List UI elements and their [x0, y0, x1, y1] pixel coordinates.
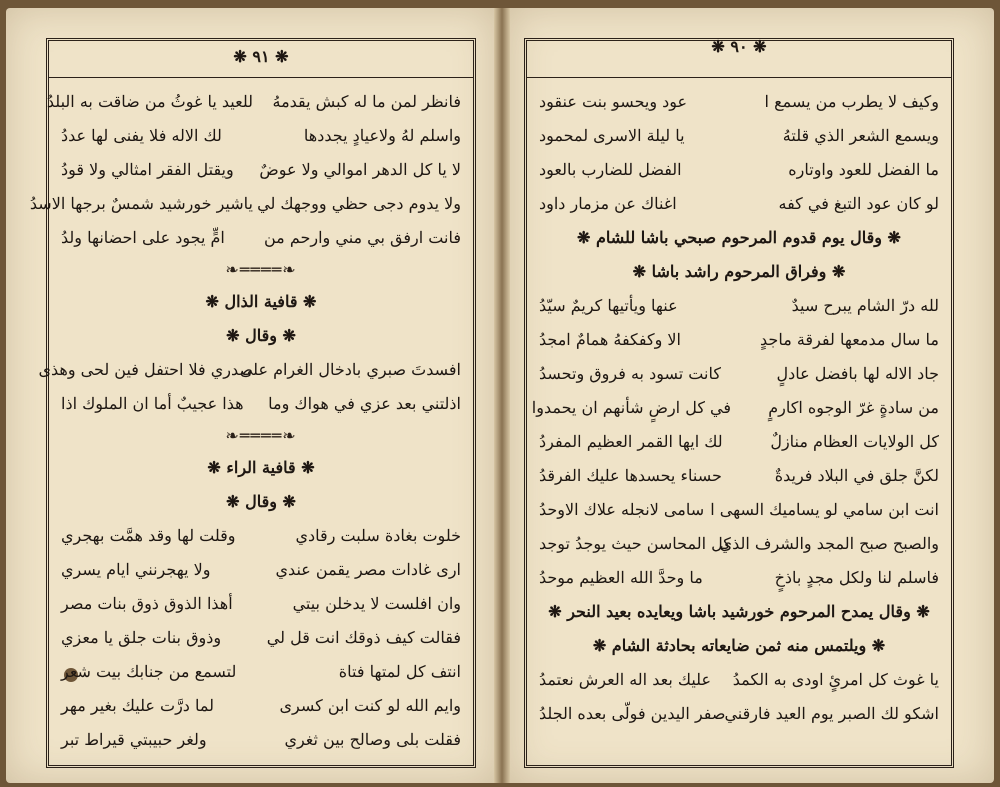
- heading-text: ويلتمس منه ثمن ضايعاته بحادثة الشام: [611, 636, 867, 655]
- verse-second-hemistich: أهذا الذوق ذوق بنات مصر: [61, 594, 233, 613]
- verse-couplet: [539, 153, 939, 187]
- verse-first-hemistich: جاد الاله لها بافضل عادلٍ: [776, 364, 939, 383]
- section-heading: ❋ قافية الراء ❋: [207, 458, 315, 477]
- verse-first-hemistich: وان افلست لا يدخلن بيتي: [292, 594, 461, 613]
- verse-couplet: [61, 221, 461, 255]
- verse-couplet: [531, 391, 939, 425]
- verse-second-hemistich: ما وحدَّ الله العظيم موحدُ: [539, 568, 703, 587]
- verse-second-hemistich: صفر اليدين فولّى بعده الجلدُ: [539, 704, 726, 723]
- section-heading: ❋ ويلتمس منه ثمن ضايعاته بحادثة الشام ❋: [592, 636, 886, 655]
- right-page-text: [531, 85, 939, 757]
- verse-first-hemistich: لو كان عود التبغ في كفه: [778, 194, 939, 213]
- verse-second-hemistich: الا وكفكفهُ همامٌ امجدُ: [539, 330, 681, 349]
- verse-first-hemistich: من سادةٍ غرّ الوجوه اكارمٍ: [768, 398, 939, 417]
- left-page-text: [29, 85, 461, 757]
- header-rule: [49, 77, 473, 78]
- verse-couplet: [61, 553, 461, 587]
- right-page-frame: [524, 38, 954, 768]
- verse-couplet: [539, 561, 939, 595]
- verse-first-hemistich: خلوت بغادة سلبت رقادي: [295, 526, 461, 545]
- verse-first-hemistich: فانت ارفق بي مني وارحم من: [264, 228, 461, 247]
- verse-first-hemistich: ولا يدوم دجى حظي ووجهك لي: [257, 194, 461, 213]
- page-number: ❋ ٩٠ ❋: [711, 37, 767, 56]
- verse-couplet: [539, 357, 939, 391]
- verse-first-hemistich: يا غوث كل امرئٍ اودى به الكمدُ: [732, 670, 939, 689]
- verse-couplet: [61, 153, 461, 187]
- verse-first-hemistich: وايم الله لو كنت ابن كسرى: [279, 696, 461, 715]
- verse-couplet: [61, 119, 461, 153]
- verse-couplet: [38, 353, 461, 387]
- verse-first-hemistich: كل الولايات العظام منازلٌ: [770, 432, 939, 451]
- verse-couplet: [61, 689, 461, 723]
- verse-second-hemistich: يا ليلة الاسرى لمحمود: [539, 126, 685, 145]
- verse-second-hemistich: وقلت لها وقد همَّت بهجري: [61, 526, 236, 545]
- header-rule: [527, 77, 951, 78]
- verse-second-hemistich: ويقتل الفقر امثالي ولا قودُ: [61, 160, 234, 179]
- verse-second-hemistich: وذوق بنات جلق يا معزي: [61, 628, 222, 647]
- section-heading: ❋ وقال ❋: [226, 492, 296, 511]
- verse-second-hemistich: لك الاله فلا يفنى لها عددُ: [61, 126, 222, 145]
- verse-first-hemistich: ما الفضل للعود واوتاره: [788, 160, 939, 179]
- verse-second-hemistich: ياشير خورشيد شمسٌ برجها الاسدُ: [29, 194, 253, 213]
- verse-first-hemistich: لكنَّ جلق في البلاد فريدةٌ: [774, 466, 939, 485]
- heading-text: وقال يوم قدوم المرحوم صبحي باشا للشام: [596, 228, 882, 247]
- verse-second-hemistich: في كل ارضٍ شأنهم ان يحمدوا: [531, 398, 731, 417]
- verse-first-hemistich: لا يا كل الدهر اموالي ولا عوضٌ: [259, 160, 461, 179]
- verse-couplet: [539, 85, 939, 119]
- verse-couplet: [46, 85, 461, 119]
- verse-first-hemistich: فقالت كيف ذوقك انت قل لي: [266, 628, 461, 647]
- verse-second-hemistich: لما درَّت عليك بغير مهر: [61, 696, 215, 715]
- verse-second-hemistich: للعيد يا غوثُ من ضاقت به البلدُ: [46, 92, 253, 111]
- verse-second-hemistich: عليك بعد اله العرش نعتمدُ: [539, 670, 712, 689]
- verse-second-hemistich: صدري فلا احتفل فين لحى وهذى: [38, 360, 253, 379]
- verse-couplet: [61, 655, 461, 689]
- heading-text: وقال: [245, 326, 277, 345]
- verse-second-hemistich: عنها ويأتيها كريمٌ سيّدُ: [539, 296, 678, 315]
- verse-second-hemistich: كانت تسود به فروق وتحسدُ: [539, 364, 721, 383]
- verse-second-hemistich: سامى لانجله علاك الاوحدُ: [539, 500, 705, 519]
- ornamental-divider: ❧════❧: [225, 426, 297, 445]
- verse-couplet: [539, 663, 939, 697]
- verse-second-hemistich: لتسمع من جنابك بيت شعر: [61, 662, 237, 681]
- verse-couplet: [61, 723, 461, 757]
- section-heading: ❋ قافية الذال ❋: [205, 292, 317, 311]
- verse-couplet: [539, 119, 939, 153]
- verse-second-hemistich: حسناء يحسدها عليك الفرقدُ: [539, 466, 722, 485]
- page-number: ❋ ٩١ ❋: [233, 47, 289, 66]
- verse-second-hemistich: هذا عجيبٌ أما ان الملوك اذا: [61, 394, 244, 413]
- heading-text: وقال: [245, 492, 277, 511]
- verse-first-hemistich: اشكو لك الصبر يوم العيد فارقني: [724, 704, 939, 723]
- verse-couplet: [61, 519, 461, 553]
- verse-couplet: [539, 425, 939, 459]
- verse-couplet: [29, 187, 461, 221]
- ornamental-divider: ❧════❧: [225, 260, 297, 279]
- verse-couplet: [539, 493, 939, 527]
- verse-couplet: [61, 387, 461, 421]
- verse-second-hemistich: عود ويحسو بنت عنقود: [539, 92, 688, 111]
- verse-couplet: [539, 289, 939, 323]
- verse-couplet: [539, 459, 939, 493]
- verse-first-hemistich: ويسمع الشعر الذي قلتهُ: [782, 126, 939, 145]
- verse-first-hemistich: واسلم لهُ ولاعيادٍ يجددها: [303, 126, 461, 145]
- verse-first-hemistich: فانظر لمن ما له كبش يقدمهُ: [272, 92, 461, 111]
- verse-couplet: [539, 527, 939, 561]
- verse-second-hemistich: لك ايها القمر العظيم المفردُ: [539, 432, 723, 451]
- verse-first-hemistich: والصبح صبح المجد والشرف الذي: [719, 534, 939, 553]
- heading-text: قافية الراء: [226, 458, 296, 477]
- verse-first-hemistich: وكيف لا يطرب من يسمع ا: [764, 92, 939, 111]
- heading-text: وفراق المرحوم راشد باشا: [651, 262, 827, 281]
- verse-first-hemistich: انت ابن سامي لو يساميك السهى ا: [710, 500, 939, 519]
- verse-first-hemistich: لله درّ الشام يبرح سيدٌ: [791, 296, 939, 315]
- verse-first-hemistich: اذلتني بعد عزي في هواك وما: [268, 394, 461, 413]
- left-page: [6, 8, 494, 783]
- heading-text: وقال يمدح المرحوم خورشيد باشا ويعايده بعيد النحر: [567, 602, 911, 621]
- verse-second-hemistich: ولا يهجرنني ايام يسري: [61, 560, 211, 579]
- verse-first-hemistich: انتف كل لمتها فتاة: [338, 662, 461, 681]
- verse-second-hemistich: ولغر حبيبتي قيراط تبر: [61, 730, 207, 749]
- section-heading: ❋ وقال يوم قدوم المرحوم صبحي باشا للشام ❋: [577, 228, 901, 247]
- book-gutter: [494, 8, 510, 783]
- verse-second-hemistich: اغناك عن مزمار داود: [539, 194, 677, 213]
- verse-second-hemistich: كل المحاسن حيث يوجدُ توجد: [539, 534, 731, 553]
- section-heading: ❋ وقال ❋: [226, 326, 296, 345]
- section-heading: ❋ وقال يمدح المرحوم خورشيد باشا ويعايده بعيد النحر ❋: [548, 602, 930, 621]
- right-page: [510, 8, 994, 783]
- verse-couplet: [539, 323, 939, 357]
- verse-first-hemistich: فاسلم لنا ولكل مجدٍ باذخٍ: [774, 568, 939, 587]
- verse-second-hemistich: امٍّ يجود على احضانها ولدُ: [61, 228, 225, 247]
- verse-first-hemistich: ارى غادات مصر يقمن عندي: [275, 560, 461, 579]
- verse-couplet: [539, 697, 939, 731]
- verse-couplet: [61, 621, 461, 655]
- left-page-frame: [29, 38, 476, 768]
- verse-first-hemistich: ما سال مدمعها لفرقة ماجدٍ: [760, 330, 939, 349]
- verse-couplet: [539, 187, 939, 221]
- verse-first-hemistich: فقلت بلى وصالح بين ثغري: [284, 730, 461, 749]
- verse-second-hemistich: الفضل للضارب بالعود: [539, 160, 682, 179]
- heading-text: قافية الذال: [224, 292, 298, 311]
- section-heading: ❋ وفراق المرحوم راشد باشا ❋: [632, 262, 846, 281]
- verse-couplet: [61, 587, 461, 621]
- verse-first-hemistich: افسدتَ صبري بادخال الغرام على: [239, 360, 461, 379]
